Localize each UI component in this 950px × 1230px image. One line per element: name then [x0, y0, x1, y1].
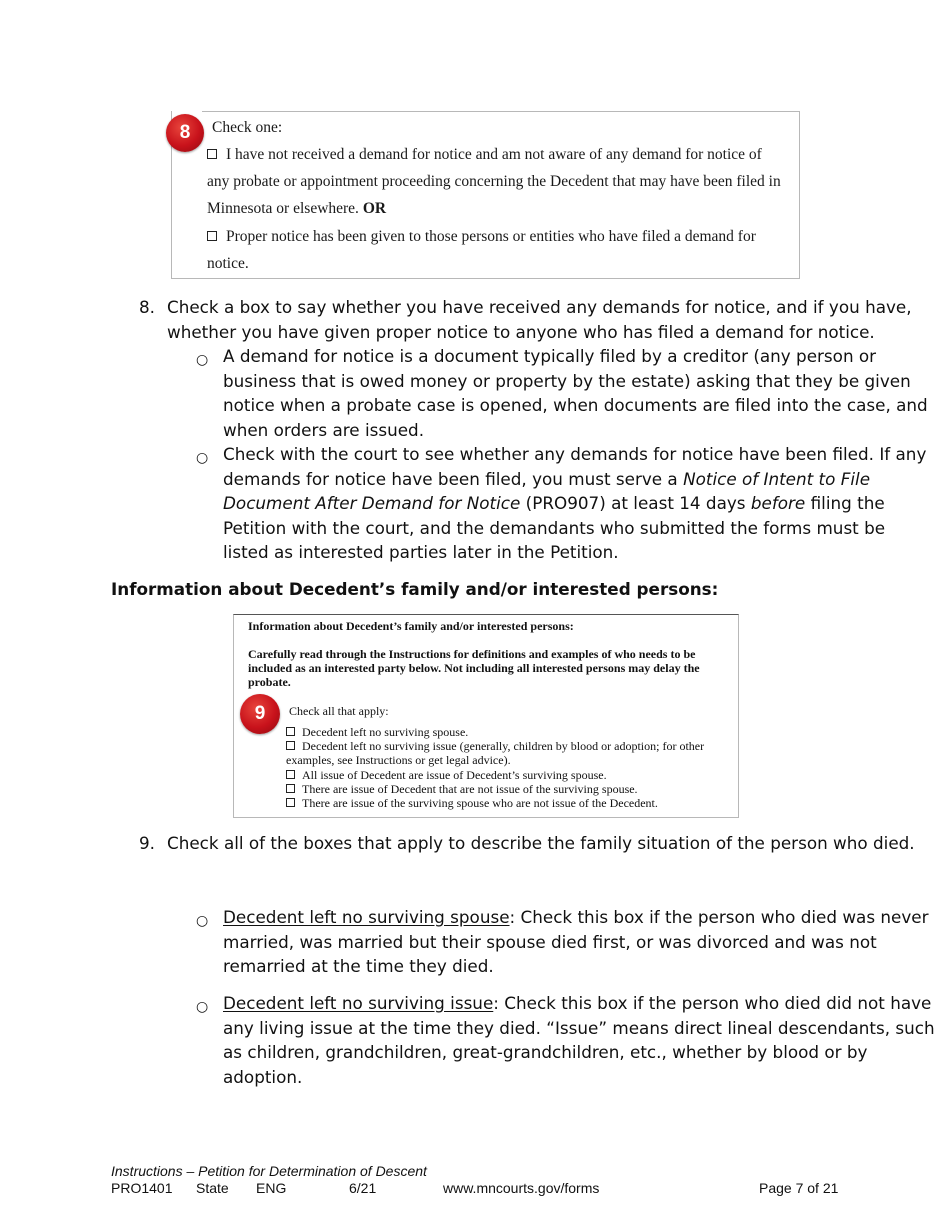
- item-8-bullet-1: A demand for notice is a document typically filed by a creditor (any person or business that is owed money or property by the estate) asking that they be given notice when a probate case is opened, when documents are filed into the case, and when orders are issued.: [223, 346, 928, 440]
- step-8-badge: 8: [166, 114, 204, 152]
- checkbox-icon: [286, 741, 295, 750]
- item-8-text: Check a box to say whether you have received any demands for notice, and if you have, whether you have given proper notice to anyone who has filed a demand for notice.: [167, 297, 912, 342]
- checkbox-icon: [286, 770, 295, 779]
- checkbox-icon: [207, 149, 217, 159]
- form9-warning: Carefully read through the Instructions for definitions and examples of who needs to be included as an interested party below. Not including all interested persons may delay the probate.: [248, 647, 700, 690]
- form8-option-1: I have not received a demand for notice and am not aware of any demand for notice of any probate or appointment proceeding concerning the Decedent that may have been filed in Minnesota or elsewhere. OR: [207, 146, 781, 217]
- footer-page-number: Page 7 of 21: [759, 1180, 839, 1196]
- form9-option: Decedent left no surviving spouse.: [286, 725, 736, 739]
- form9-option: There are issue of the surviving spouse who are not issue of the Decedent.: [286, 796, 736, 810]
- item-8-number: 8.: [139, 297, 156, 317]
- footer-title: Instructions – Petition for Determination of Descent: [111, 1163, 427, 1179]
- checkbox-icon: [207, 231, 217, 241]
- form9-title: Information about Decedent’s family and/or interested persons:: [248, 619, 574, 633]
- bullet-icon: ○: [196, 450, 209, 466]
- form8-heading: Check one:: [212, 119, 283, 136]
- item-9-bullet-1: Decedent left no surviving spouse: Check this box if the person who died was never married, was married but their spouse died first, or was divorced and was not remarried at the time they died.: [223, 907, 929, 977]
- footer-language: ENG: [256, 1180, 287, 1196]
- bullet-icon: ○: [196, 352, 209, 368]
- checkbox-icon: [286, 798, 295, 807]
- form9-options: Decedent left no surviving spouse. Decedent left no surviving issue (generally, children by blood or adoption; for other examples, see Instructions or get legal advice). All issue of Decedent are issue of Decedent’s surviving spouse. There are issue of Decedent that are not issue of the surviving spouse. There are issue of the surviving spouse who are not issue of the Decedent.: [286, 725, 736, 810]
- item-8-bullet-2: Check with the court to see whether any demands for notice have been filed. If any demands for notice have been filed, you must serve a Notice of Intent to File Document After Demand for Notice (PRO907) at least 14 days before filing the Petition with the court, and the demandants who submitted the forms must be listed as interested parties later in the Petition.: [223, 444, 927, 563]
- checkbox-icon: [286, 727, 295, 736]
- footer-date: 6/21: [349, 1180, 377, 1196]
- item-9-text: Check all of the boxes that apply to describe the family situation of the person who died.: [167, 833, 915, 853]
- bullet-icon: ○: [196, 913, 209, 929]
- section-heading: Information about Decedent’s family and/or interested persons:: [111, 579, 719, 599]
- item-9-bullet-2: Decedent left no surviving issue: Check this box if the person who died did not have any living issue at the time they died. “Issue” means direct lineal descendants, such as children, grandchildren, great-grandchildren, etc., whether by blood or by adoption.: [223, 993, 935, 1087]
- footer-form-code: PRO1401: [111, 1180, 173, 1196]
- bullet-icon: ○: [196, 999, 209, 1015]
- form8-option-2: Proper notice has been given to those persons or entities who have filed a demand for notice.: [207, 228, 756, 272]
- form9-option: Decedent left no surviving issue (generally, children by blood or adoption; for other: [286, 739, 736, 753]
- form9-check-label: Check all that apply:: [289, 704, 389, 718]
- item-9-number: 9.: [139, 833, 156, 853]
- step-9-badge: 9: [240, 694, 280, 734]
- footer-url[interactable]: www.mncourts.gov/forms: [443, 1180, 600, 1196]
- form9-option: All issue of Decedent are issue of Decedent’s surviving spouse.: [286, 768, 736, 782]
- footer-jurisdiction: State: [196, 1180, 229, 1196]
- form9-option: There are issue of Decedent that are not issue of the surviving spouse.: [286, 782, 736, 796]
- checkbox-icon: [286, 784, 295, 793]
